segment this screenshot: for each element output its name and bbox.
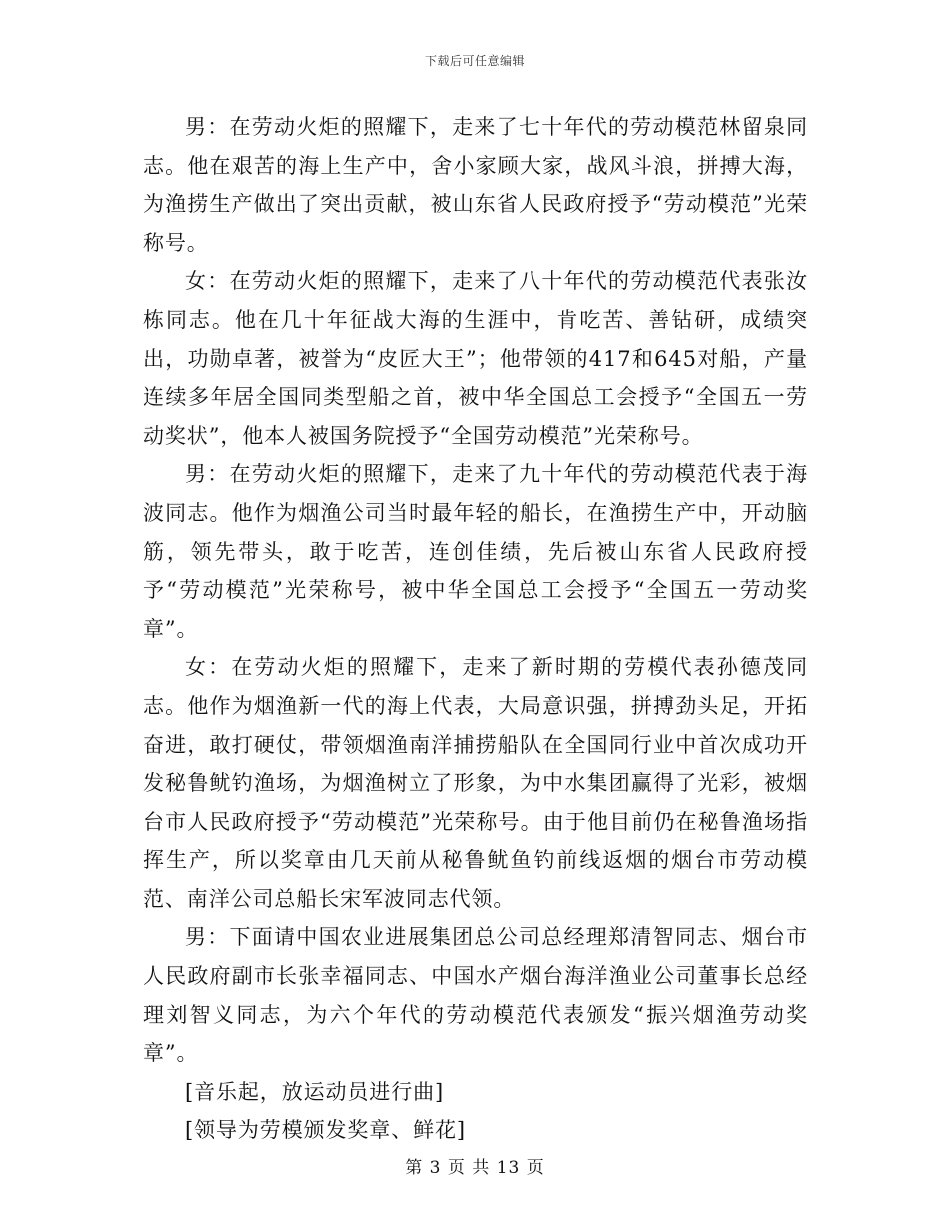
page-header: 下载后可任意编辑 <box>424 54 525 68</box>
paragraph-award-presenters: 男：下面请中国农业进展集团总公司总经理郑清智同志、烟台市人民政府副市长张幸福同志、中国水产烟台海洋渔业公司董事长总经理刘智义同志，为六个年代的劳动模范代表颁发“振兴烟渔劳动奖章”。 <box>143 925 808 1066</box>
page-number: 第 3 页 共 13 页 <box>405 1158 545 1178</box>
paragraph-yu-haibo: 男：在劳动火炬的照耀下，走来了九十年代的劳动模范代表于海波同志。他作为烟渔公司当时最年轻的船长，在渔捞生产中，开动脑筋，领先带头，敢于吃苦，连创佳绩，先后被山东省人民政府授予“劳动模范”光荣称号，被中华全国总工会授予“全国五一劳动奖章”。 <box>143 462 808 641</box>
paragraph-sun-demao: 女：在劳动火炬的照耀下，走来了新时期的劳模代表孙德茂同志。他作为烟渔新一代的海上代表，大局意识强，拼搏劲头足，开拓奋进，敢打硬仗，带领烟渔南洋捕捞船队在全国同行业中首次成功开发秘鲁鱿钓渔场，为烟渔树立了形象，为中水集团赢得了光彩，被烟台市人民政府授予“劳动模范”光荣称号。由于他目前仍在秘鲁渔场指挥生产，所以奖章由几天前从秘鲁鱿鱼钓前线返烟的烟台市劳动模范、南洋公司总船长宋军波同志代领。 <box>143 655 808 911</box>
paragraph-zhang-rudong: 女：在劳动火炬的照耀下，走来了八十年代的劳动模范代表张汝栋同志。他在几十年征战大海的生涯中，肯吃苦、善钻研，成绩突出，功勋卓著，被誉为“皮匠大王”；他带领的417和645对船，产量连续多年居全国同类型船之首，被中华全国总工会授予“全国五一劳动奖状”，他本人被国务院授予“全国劳动模范”光荣称号。 <box>143 269 808 448</box>
stage-direction-award: [领导为劳模颁发奖章、鲜花] <box>185 1118 466 1143</box>
document-body <box>143 108 808 1150</box>
stage-direction-music: [音乐起，放运动员进行曲] <box>185 1079 445 1104</box>
paragraph-lin-liuquan: 男：在劳动火炬的照耀下，走来了七十年代的劳动模范林留泉同志。他在艰苦的海上生产中，舍小家顾大家，战风斗浪，拼搏大海，为渔捞生产做出了突出贡献，被山东省人民政府授予“劳动模范”光荣称号。 <box>143 115 808 255</box>
